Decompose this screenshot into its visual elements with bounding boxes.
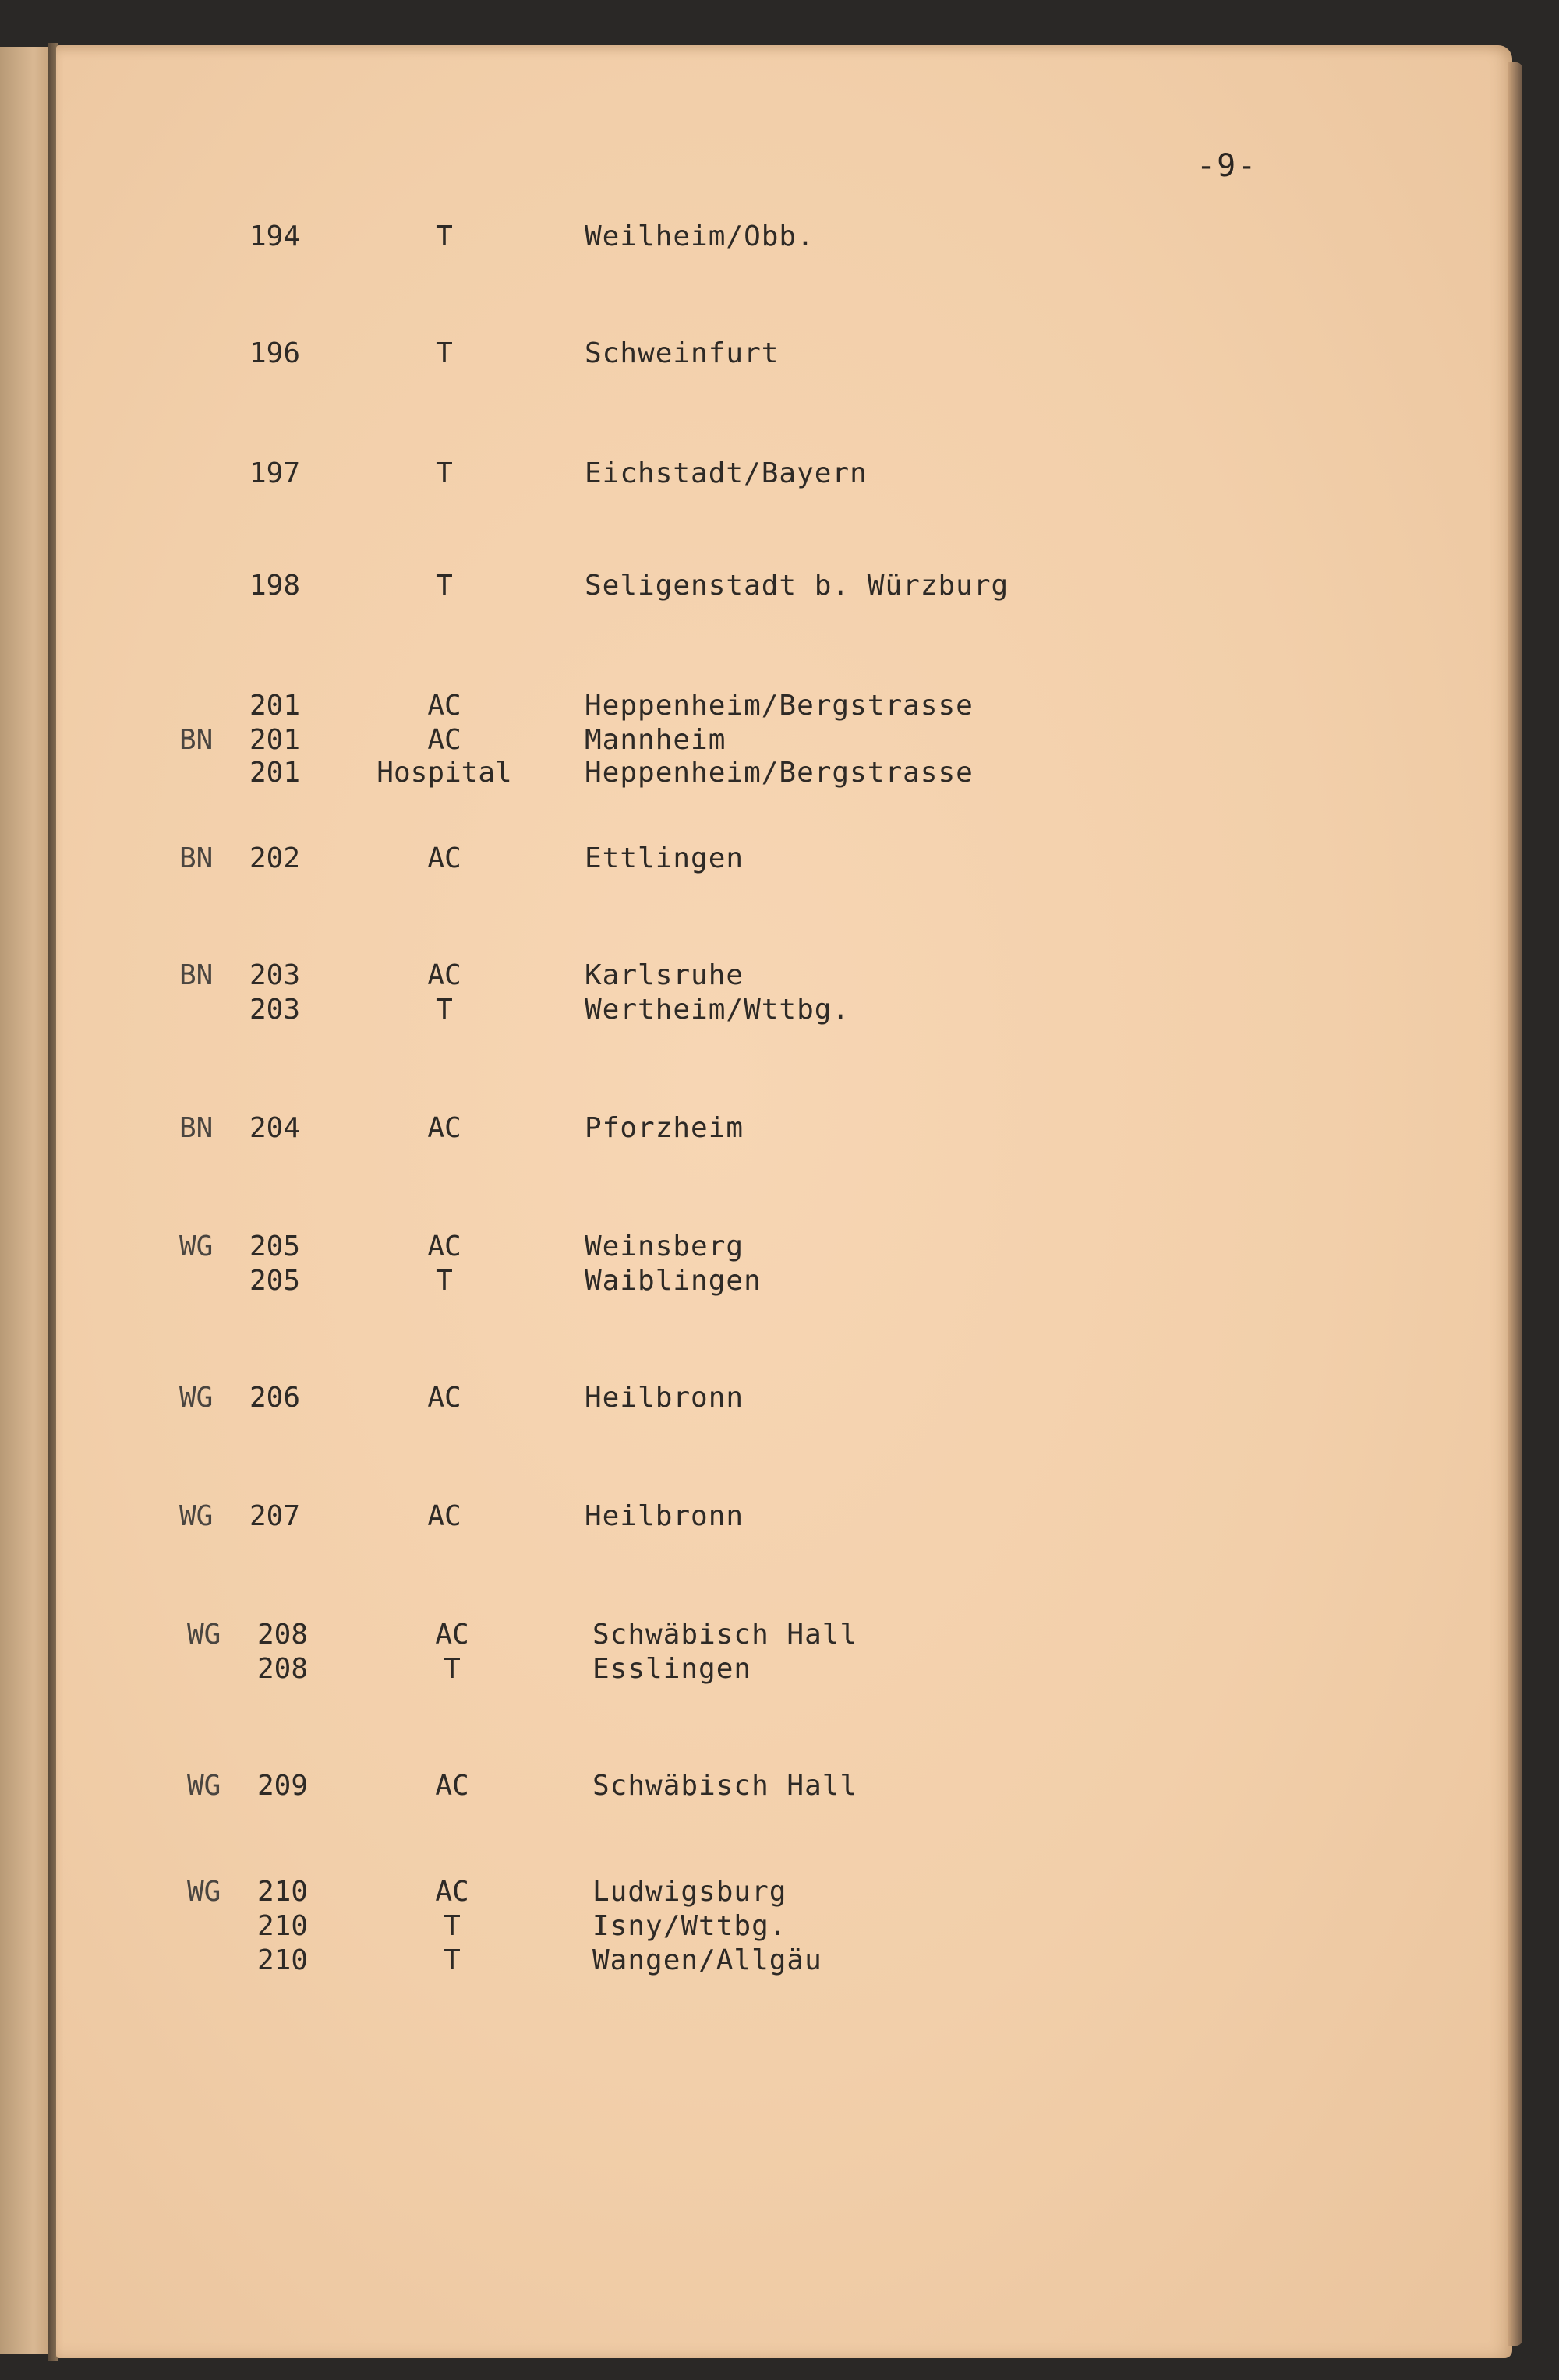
entry-number: 201 xyxy=(249,690,301,722)
entry-place: Heilbronn xyxy=(585,1382,744,1414)
entry-place: Heppenheim/Bergstrasse xyxy=(585,757,974,789)
entry-number: 207 xyxy=(249,1500,301,1532)
entry-number: 210 xyxy=(257,1876,309,1908)
left-page-edge xyxy=(0,47,48,2354)
entry-prefix: WG xyxy=(187,1876,221,1908)
entry-type: Hospital xyxy=(376,757,512,789)
document-page xyxy=(56,45,1512,2358)
entry-number: 198 xyxy=(249,570,301,602)
entry-place: Pforzheim xyxy=(585,1112,744,1144)
entry-type: T xyxy=(444,1944,461,1976)
entry-type: AC xyxy=(427,1231,461,1262)
entry-number: 204 xyxy=(249,1112,301,1144)
entry-place: Seligenstadt b. Würzburg xyxy=(585,570,1009,602)
entry-type: AC xyxy=(427,1382,461,1414)
entry-place: Schwäbisch Hall xyxy=(592,1770,858,1802)
entry-number: 197 xyxy=(249,457,301,489)
entry-prefix: WG xyxy=(179,1500,214,1532)
entry-number: 203 xyxy=(249,959,301,991)
entry-prefix: WG xyxy=(179,1382,214,1414)
entry-place: Weilheim/Obb. xyxy=(585,221,815,252)
entry-prefix: BN xyxy=(179,959,214,991)
entry-place: Wertheim/Wttbg. xyxy=(585,994,850,1026)
entry-number: 206 xyxy=(249,1382,301,1414)
entry-number: 201 xyxy=(249,724,301,756)
page-edge xyxy=(1508,62,1522,2346)
entry-place: Waiblingen xyxy=(585,1265,762,1297)
entry-place: Schwäbisch Hall xyxy=(592,1619,858,1651)
entry-place: Wangen/Allgäu xyxy=(592,1944,822,1976)
entry-place: Karlsruhe xyxy=(585,959,744,991)
entry-type: AC xyxy=(427,724,461,756)
entry-prefix: WG xyxy=(187,1770,221,1802)
entry-prefix: WG xyxy=(187,1619,221,1651)
entry-prefix: BN xyxy=(179,842,214,874)
entry-place: Eichstadt/Bayern xyxy=(585,457,868,489)
entry-type: AC xyxy=(435,1876,469,1908)
entry-number: 209 xyxy=(257,1770,309,1802)
entry-place: Isny/Wttbg. xyxy=(592,1910,787,1942)
entry-type: T xyxy=(436,1265,453,1297)
entry-place: Esslingen xyxy=(592,1653,752,1685)
entry-number: 205 xyxy=(249,1231,301,1262)
entry-type: T xyxy=(436,221,453,252)
entry-type: AC xyxy=(427,690,461,722)
entry-place: Ettlingen xyxy=(585,842,744,874)
entry-number: 201 xyxy=(249,757,301,789)
entry-type: AC xyxy=(427,959,461,991)
entry-place: Heppenheim/Bergstrasse xyxy=(585,690,974,722)
entry-type: AC xyxy=(435,1619,469,1651)
entry-type: T xyxy=(436,457,453,489)
entry-number: 202 xyxy=(249,842,301,874)
entry-type: T xyxy=(444,1653,461,1685)
entry-number: 196 xyxy=(249,337,301,369)
entry-type: AC xyxy=(427,842,461,874)
entry-prefix: WG xyxy=(179,1231,214,1262)
entry-type: AC xyxy=(427,1500,461,1532)
entry-number: 210 xyxy=(257,1910,309,1942)
entry-type: T xyxy=(436,337,453,369)
entry-number: 194 xyxy=(249,221,301,252)
entry-place: Schweinfurt xyxy=(585,337,780,369)
entry-place: Heilbronn xyxy=(585,1500,744,1532)
page-number: -9- xyxy=(1197,148,1258,184)
entry-type: T xyxy=(436,570,453,602)
entry-prefix: BN xyxy=(179,1112,214,1144)
entry-type: AC xyxy=(427,1112,461,1144)
entry-place: Weinsberg xyxy=(585,1231,744,1262)
entry-place: Ludwigsburg xyxy=(592,1876,787,1908)
entry-type: AC xyxy=(435,1770,469,1802)
entry-number: 208 xyxy=(257,1619,309,1651)
entry-type: T xyxy=(444,1910,461,1942)
entry-type: T xyxy=(436,994,453,1026)
entry-number: 208 xyxy=(257,1653,309,1685)
entry-number: 210 xyxy=(257,1944,309,1976)
entry-number: 203 xyxy=(249,994,301,1026)
entry-place: Mannheim xyxy=(585,724,726,756)
entry-number: 205 xyxy=(249,1265,301,1297)
entry-prefix: BN xyxy=(179,724,214,756)
